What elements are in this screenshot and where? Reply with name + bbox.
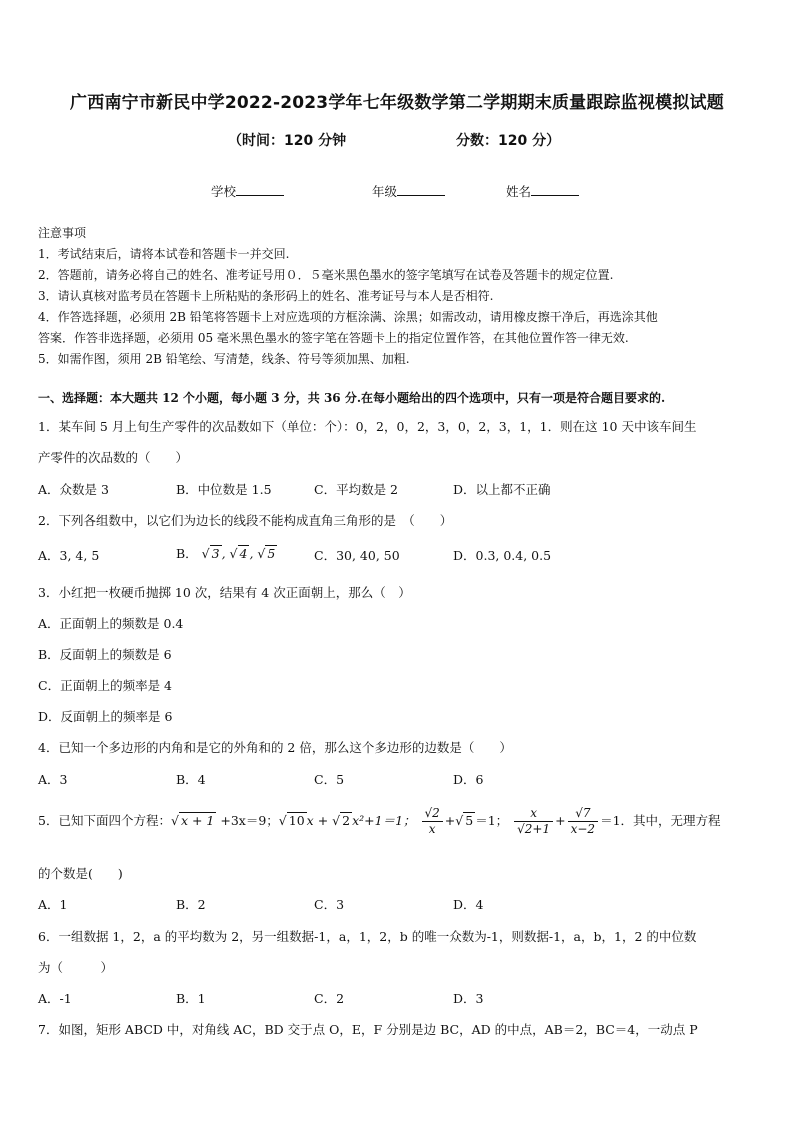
exam-title: 广西南宁市新民中学2022-2023学年七年级数学第二学期期末质量跟踪监视模拟试题 — [70, 93, 724, 113]
q6-option-d: D．3 — [453, 991, 484, 1006]
notice-item: 1．考试结束后，请将本试卷和答题卡一并交回. — [38, 247, 290, 261]
q5-option-c: C．3 — [314, 897, 345, 912]
exam-score: 分数：120 分） — [456, 133, 561, 149]
question-4-stem: 4．已知一个多边形的内角和是它的外角和的 2 倍，那么这个多边形的边数是（ ） — [38, 740, 512, 755]
school-field — [211, 182, 284, 200]
question-5-stem-cont: 的个数是( ) — [38, 866, 123, 881]
section-heading: 一、选择题：本大题共 12 个小题，每小题 3 分，共 36 分.在每小题给出的四个选项中，只有一项是符合题目要求的. — [38, 391, 666, 405]
q4-option-b: B．4 — [176, 772, 206, 787]
question-1-stem: 1．某车间 5 月上旬生产零件的次品数如下（单位：个）：0，2，0，2，3，0，2，3，1，1．则在这 10 天中该车间生 — [38, 419, 697, 434]
q6-option-a: A．-1 — [38, 991, 72, 1006]
question-1-stem-cont: 产零件的次品数的（ ） — [38, 450, 189, 465]
q2-option-a: A．3, 4, 5 — [38, 548, 100, 563]
q1-option-d: D．以上都不正确 — [453, 482, 551, 497]
q3-option-d: D．反面朝上的频率是 6 — [38, 709, 173, 724]
name-label: 姓名 — [506, 184, 532, 199]
exam-time: （时间：120 分钟 — [228, 133, 347, 149]
question-6-stem: 6．一组数据 1，2，a 的平均数为 2，另一组数据-1，a，1，2，b 的唯一众数为-1，则数据-1，a，b，1，2 的中位数 — [38, 929, 697, 944]
q5-option-d: D．4 — [453, 897, 484, 912]
grade-label: 年级 — [372, 184, 398, 199]
school-label: 学校 — [211, 184, 237, 199]
notice-item: 3．请认真核对监考员在答题卡上所粘贴的条形码上的姓名、准考证号与本人是否相符. — [38, 289, 494, 303]
q1-option-b: B．中位数是 1.5 — [176, 482, 272, 497]
question-3-stem: 3．小红把一枚硬币抛掷 10 次，结果有 4 次正面朝上，那么（ ） — [38, 585, 411, 600]
q6-option-b: B．1 — [176, 991, 206, 1006]
question-2-stem: 2．下列各组数中，以它们为边长的线段不能构成直角三角形的是 （ ） — [38, 513, 453, 528]
notice-item: 5．如需作图，须用 2B 铅笔绘、写清楚，线条、符号等须加黑、加粗. — [38, 352, 410, 366]
q2-option-b-label: B． — [176, 546, 198, 561]
q6-option-c: C．2 — [314, 991, 345, 1006]
question-6-stem-cont: 为（ ） — [38, 960, 114, 975]
q2-option-b-math: √ 3 , √ 4 , √ 5 — [201, 546, 276, 561]
notice-item: 答案．作答非选择题，必须用 05 毫米黑色墨水的签字笔在答题卡上的指定位置作答，在其他位置作答一律无效. — [38, 331, 629, 345]
question-7-stem: 7．如图，矩形 ABCD 中，对角线 AC，BD 交于点 O，E，F 分别是边 BC，AD 的中点，AB＝2，BC＝4，一动点 P — [38, 1022, 698, 1037]
q1-option-c: C．平均数是 2 — [314, 482, 398, 497]
q1-option-a: A．众数是 3 — [38, 482, 109, 497]
q5-option-a: A．1 — [38, 897, 68, 912]
grade-blank — [397, 183, 445, 196]
q4-option-a: A．3 — [38, 772, 68, 787]
name-field — [506, 182, 579, 200]
q3-option-a: A．正面朝上的频数是 0.4 — [38, 616, 184, 631]
q2-option-c: C．30, 40, 50 — [314, 548, 400, 563]
q3-option-c: C．正面朝上的频率是 4 — [38, 678, 172, 693]
notice-item: 4．作答选择题，必须用 2B 铅笔将答题卡上对应选项的方框涂满、涂黑；如需改动，请用橡皮擦干净后，再选涂其他 — [38, 310, 658, 324]
q4-option-d: D．6 — [453, 772, 484, 787]
q2-option-b — [176, 544, 277, 562]
name-blank — [531, 183, 579, 196]
notice-heading: 注意事项 — [38, 226, 87, 240]
school-blank — [236, 183, 284, 196]
question-5-stem: 5．已知下面四个方程：√ x + 1 +3x＝9；√ 10 x + √ 2 x²+1＝1； $\frac{√2}{x}$ +√ 5 ＝1； $\frac{x}{√2+1}$ + $\frac{√7}{x-2}$ ＝1．其中，无理方程 — [38, 806, 721, 836]
q3-option-b: B．反面朝上的频数是 6 — [38, 647, 172, 662]
q4-option-c: C．5 — [314, 772, 345, 787]
grade-field — [372, 182, 445, 200]
q2-option-d: D．0.3, 0.4, 0.5 — [453, 548, 552, 563]
notice-item: 2．答题前，请务必将自己的姓名、准考证号用０．５毫米黑色墨水的签字笔填写在试卷及答题卡的规定位置. — [38, 268, 614, 282]
q5-option-b: B．2 — [176, 897, 206, 912]
